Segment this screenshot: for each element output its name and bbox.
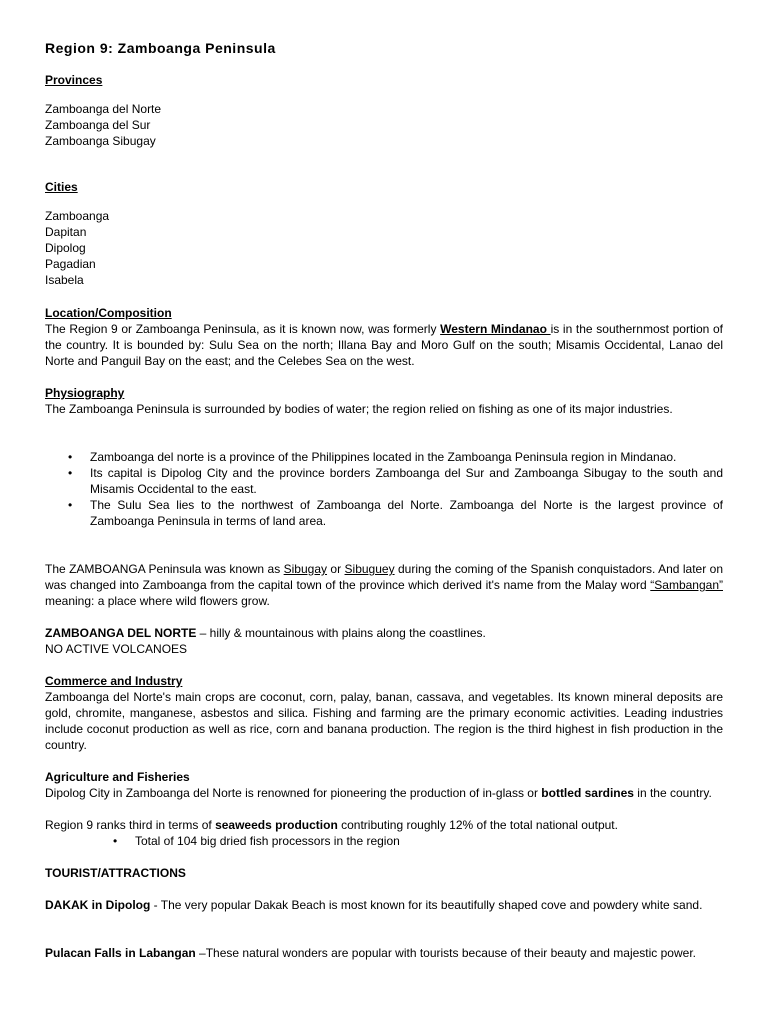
- province-item: Zamboanga Sibugay: [45, 134, 156, 148]
- history-text: The ZAMBOANGA Peninsula was known as: [45, 562, 284, 576]
- agriculture-paragraph-2: [45, 817, 723, 833]
- history-text: or: [327, 562, 345, 576]
- city-item: Isabela: [45, 273, 84, 287]
- tourist-heading: TOURIST/ATTRACTIONS: [45, 866, 186, 880]
- sambangan-term: “Sambangan”: [650, 578, 723, 592]
- bullet-item: • Total of 104 big dried fish processors in the region: [45, 833, 723, 849]
- bottled-sardines-term: bottled sardines: [541, 786, 634, 800]
- agriculture-heading: Agriculture and Fisheries: [45, 770, 190, 784]
- location-text-1: The Region 9 or Zamboanga Peninsula, as it is known now, was formerly: [45, 322, 441, 336]
- sibugay-term: Sibugay: [283, 562, 328, 576]
- physiography-paragraph: The Zamboanga Peninsula is surrounded by bodies of water; the region relied on fishing as one of its major industries.: [45, 402, 673, 416]
- agriculture-text: Dipolog City in Zamboanga del Norte is renowned for pioneering the production of in-glass or: [45, 786, 542, 800]
- province-item: Zamboanga del Norte: [45, 102, 162, 116]
- agriculture-text: contributing roughly 12% of the total national output.: [337, 818, 618, 832]
- city-item: Pagadian: [45, 257, 96, 271]
- western-mindanao-link[interactable]: Western Mindanao: [440, 322, 551, 336]
- dakak-paragraph: [45, 897, 723, 913]
- location-heading: Location/Composition: [45, 306, 172, 320]
- location-paragraph: [45, 321, 723, 369]
- agriculture-text: in the country.: [633, 786, 712, 800]
- bullet-item: • The Sulu Sea lies to the northwest of Zamboanga del Norte. Zamboanga del Norte is the largest province of Zamboanga Peninsula in terms of land area.: [45, 497, 723, 529]
- commerce-heading: Commerce and Industry: [45, 674, 183, 688]
- bullet-item: • Its capital is Dipolog City and the province borders Zamboanga del Sur and Zamboanga Sibugay to the south and Misamis Occidental to the east.: [45, 465, 723, 497]
- zdn-label: ZAMBOANGA DEL NORTE: [45, 626, 197, 640]
- agriculture-paragraph-1: [45, 785, 723, 801]
- bullet-item: • Zamboanga del norte is a province of the Philippines located in the Zamboanga Peninsula region in Mindanao.: [45, 449, 723, 465]
- seaweeds-term: seaweeds production: [215, 818, 338, 832]
- dakak-label: DAKAK in Dipolog: [45, 898, 151, 912]
- cities-list: [45, 208, 723, 288]
- pulacan-text: –These natural wonders are popular with tourists because of their beauty and majestic power.: [195, 946, 696, 960]
- cities-heading: Cities: [45, 180, 78, 194]
- commerce-paragraph: Zamboanga del Norte's main crops are coconut, corn, palay, banan, cassava, and vegetables. Its known mineral deposits are gold, chromite, manganese, asbestos and silica. Fishing and farming are the primary economic activities. Leading industries include coconut production as well as rice, corn and banana production. The region is the third highest in fish production in the country.: [45, 690, 723, 752]
- city-item: Dipolog: [45, 241, 86, 255]
- provinces-heading: Provinces: [45, 73, 103, 87]
- history-text: meaning: a place where wild flowers grow.: [45, 594, 270, 608]
- page-title: Region 9: Zamboanga Peninsula: [45, 40, 276, 56]
- physiography-bullets: [45, 449, 723, 529]
- zdn-text: – hilly & mountainous with plains along the coastlines.: [196, 626, 486, 640]
- pulacan-paragraph: [45, 945, 723, 961]
- city-item: Dapitan: [45, 225, 87, 239]
- dakak-text: - The very popular Dakak Beach is most known for its beautifully shaped cove and powdery white sand.: [150, 898, 703, 912]
- province-item: Zamboanga del Sur: [45, 118, 151, 132]
- agriculture-text: Region 9 ranks third in terms of: [45, 818, 216, 832]
- pulacan-label: Pulacan Falls in Labangan: [45, 946, 196, 960]
- location-text-2: is in the southernmost portion of the country. It is bounded by: Sulu Sea on the north; Illana Bay and Moro Gulf on the south; Misamis Occidental, Lanao del Norte and Panguil Bay on the east; and the Celebes Sea on the west.: [45, 322, 723, 368]
- no-volcanoes-text: NO ACTIVE VOLCANOES: [45, 642, 188, 656]
- city-item: Zamboanga: [45, 209, 110, 223]
- sibuguey-term: Sibuguey: [344, 562, 395, 576]
- physiography-heading: Physiography: [45, 386, 125, 400]
- agriculture-bullet: [45, 833, 723, 849]
- history-text: during the coming of the Spanish conquistadors. And later on was changed into Zamboanga from the capital town of the province which derived it's name from the Malay word: [45, 562, 723, 592]
- history-paragraph: [45, 561, 723, 609]
- zdn-line: [45, 625, 723, 641]
- provinces-list: [45, 101, 723, 149]
